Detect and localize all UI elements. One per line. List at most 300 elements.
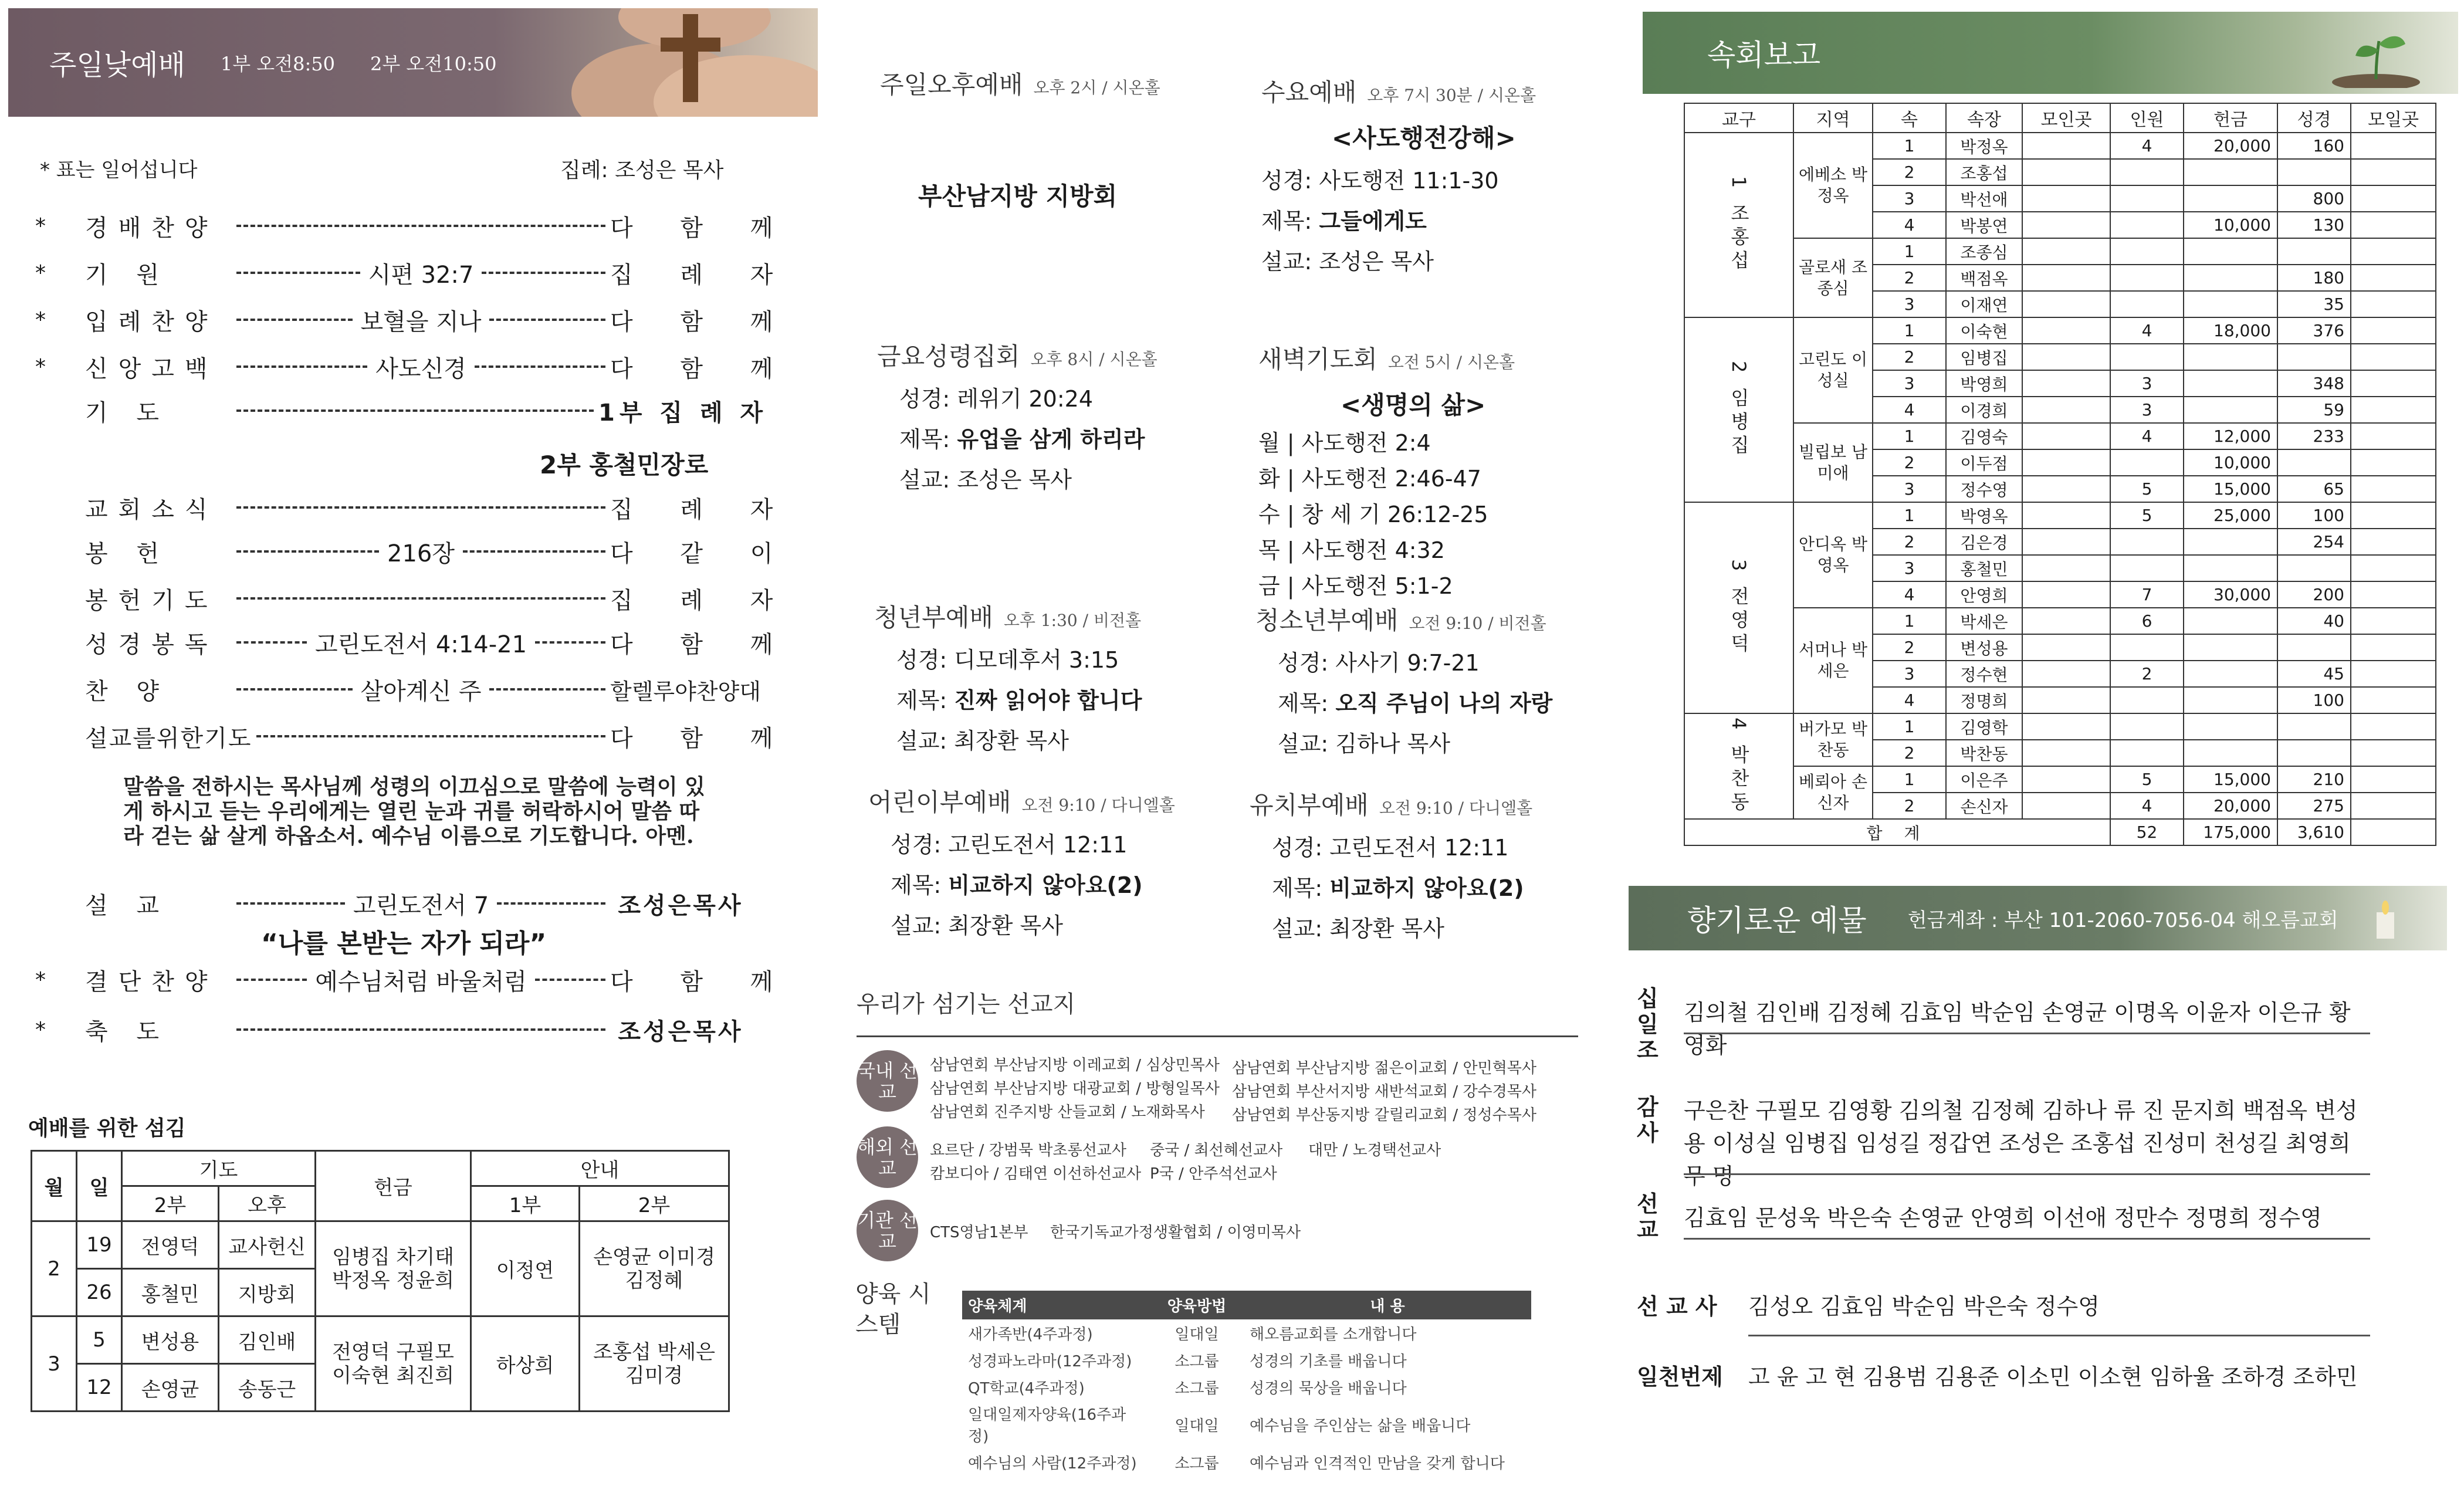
cell-value: 박영희 bbox=[1946, 370, 2022, 397]
service-item-name: 결단찬양 bbox=[85, 968, 218, 996]
cell-value bbox=[2022, 713, 2110, 740]
duty-p2: 홍철민 bbox=[122, 1269, 219, 1316]
cell-value: 348 bbox=[2277, 370, 2351, 397]
teens-sermon-title: 오직 주님이 나의 자랑 bbox=[1335, 691, 1553, 716]
cell-value: 65 bbox=[2277, 476, 2351, 502]
mission-item: 중국 / 최선혜선교사 bbox=[1150, 1142, 1283, 1159]
youth-title-label: 제목: bbox=[896, 688, 955, 713]
cell-value: 3 bbox=[1873, 661, 1946, 687]
kinder-scripture: 성경: 고린도전서 12:11 bbox=[1272, 835, 1509, 861]
service-item bbox=[35, 625, 793, 660]
cell-value bbox=[2351, 608, 2436, 634]
cell-value bbox=[2351, 265, 2436, 291]
offering-names: 고 윤 고 현 김용범 김용준 이소민 이소현 임하율 조하경 조하민 bbox=[1748, 1364, 2358, 1390]
training-cell: QT학교(4주과정) bbox=[968, 1379, 1085, 1397]
district-name: 4 박찬동 bbox=[1684, 713, 1793, 819]
cell-value: 2 bbox=[1873, 634, 1946, 661]
service-item-leader: 다 함 께 bbox=[610, 631, 793, 658]
service-item bbox=[35, 581, 793, 616]
att-head: 헌금 bbox=[2184, 103, 2277, 133]
cell-value bbox=[2110, 555, 2184, 581]
kinder-service bbox=[1250, 786, 1532, 943]
cell-value: 800 bbox=[2277, 185, 2351, 212]
cell-value: 15,000 bbox=[2184, 476, 2277, 502]
cell-value bbox=[2184, 344, 2277, 370]
cell-value: 4 bbox=[2110, 423, 2184, 449]
offering-category: 일천번제 bbox=[1637, 1364, 1723, 1390]
cell-value bbox=[2351, 766, 2436, 793]
wednesday-title: 수요예배 bbox=[1261, 78, 1357, 107]
teens-title-label: 제목: bbox=[1278, 691, 1336, 716]
service-item-line bbox=[232, 303, 610, 337]
duty-g2: 조홍섭 박세은 김미경 bbox=[580, 1316, 729, 1412]
cell-value: 25,000 bbox=[2184, 502, 2277, 529]
offering-names: 김의철 김인배 김정혜 김효임 박순임 손영균 이명옥 이윤자 이은규 황영화 bbox=[1684, 1000, 2351, 1058]
cell-value bbox=[2351, 793, 2436, 819]
cell-row bbox=[1684, 608, 2436, 634]
area-name: 베뢰아 손신자 bbox=[1793, 766, 1873, 819]
service-item-name: 경배찬양 bbox=[85, 214, 218, 242]
mission-item: 요르단 / 강범묵 박초롱선교사 bbox=[930, 1142, 1126, 1159]
att-head: 모일곳 bbox=[2351, 103, 2436, 133]
standing-marker: * bbox=[35, 967, 46, 992]
cell-value bbox=[2184, 529, 2277, 555]
att-head: 속장 bbox=[1946, 103, 2022, 133]
afternoon-title: 주일오후예배 bbox=[880, 70, 1023, 99]
cell-value bbox=[2022, 529, 2110, 555]
cell-value: 4 bbox=[1873, 397, 1946, 423]
cell-value bbox=[2110, 344, 2184, 370]
total-row bbox=[1684, 819, 2436, 845]
duty-pm: 송동근 bbox=[219, 1364, 316, 1412]
service-item-name: 기 도 bbox=[85, 399, 170, 427]
offering-divider bbox=[1684, 1033, 2370, 1034]
offering-divider bbox=[1748, 1335, 2370, 1336]
cell-value bbox=[2022, 212, 2110, 238]
cell-value bbox=[2184, 238, 2277, 265]
service-item-line bbox=[232, 626, 610, 659]
candle-icon bbox=[2341, 895, 2429, 942]
area-name: 서머나 박세은 bbox=[1793, 608, 1873, 713]
cell-value bbox=[2022, 766, 2110, 793]
cell-value: 정명희 bbox=[1946, 687, 2022, 713]
cell-value bbox=[2022, 397, 2110, 423]
kinder-sermon-title: 비교하지 않아요(2) bbox=[1329, 875, 1524, 901]
dash-leader bbox=[475, 365, 605, 368]
att-head: 속 bbox=[1873, 103, 1946, 133]
cell-value bbox=[2022, 793, 2110, 819]
sunday-title: 주일낮예배 bbox=[49, 49, 185, 82]
training-cell: 예수님과 인격적인 만남을 갖게 합니다 bbox=[1250, 1454, 1505, 1473]
cell-value: 2 bbox=[1873, 449, 1946, 476]
youth-time: 오후 1:30 / 비전홀 bbox=[1003, 611, 1142, 630]
teens-service bbox=[1255, 601, 1552, 758]
cell-value bbox=[2184, 713, 2277, 740]
training-cell: 일대일 bbox=[1175, 1325, 1219, 1343]
youth-sermon-title: 진짜 읽어야 합니다 bbox=[954, 688, 1142, 713]
cell-value bbox=[2110, 238, 2184, 265]
cell-value: 45 bbox=[2277, 661, 2351, 687]
duty-g1: 이정연 bbox=[471, 1221, 580, 1316]
cell-value bbox=[2277, 555, 2351, 581]
cell-value bbox=[2022, 502, 2110, 529]
cell-value: 4 bbox=[2110, 317, 2184, 344]
teens-time: 오전 9:10 / 비전홀 bbox=[1409, 614, 1546, 633]
sunday-time2: 2부 오전10:50 bbox=[370, 52, 497, 75]
cell-value bbox=[2351, 529, 2436, 555]
service-item-name: 축 도 bbox=[85, 1018, 170, 1045]
service-item-leader: 조성은목사 bbox=[618, 892, 743, 919]
duty-head-p2: 2부 bbox=[122, 1186, 219, 1221]
area-name: 고린도 이성실 bbox=[1793, 317, 1873, 423]
kinder-preacher: 설교: 최장환 목사 bbox=[1272, 916, 1444, 942]
dawn-time: 오전 5시 / 시온홀 bbox=[1387, 353, 1515, 372]
youth-title: 청년부예배 bbox=[874, 603, 993, 632]
cell-value bbox=[2351, 133, 2436, 159]
cell-value bbox=[2184, 608, 2277, 634]
area-name: 버가모 박찬동 bbox=[1793, 713, 1873, 766]
service-item-name: 신앙고백 bbox=[85, 355, 218, 383]
area-name: 빌립보 남미애 bbox=[1793, 423, 1873, 502]
cell-value bbox=[2351, 502, 2436, 529]
duty-day: 26 bbox=[77, 1269, 122, 1316]
dash-leader bbox=[535, 641, 605, 644]
offering-category: 선교 bbox=[1637, 1191, 1659, 1243]
children-service bbox=[868, 783, 1175, 940]
children-title: 어린이부예배 bbox=[868, 788, 1011, 817]
service-item bbox=[35, 534, 793, 569]
wednesday-title-label: 제목: bbox=[1261, 208, 1319, 234]
service-item bbox=[35, 208, 793, 243]
dash-leader bbox=[236, 550, 379, 553]
dash-leader bbox=[489, 688, 605, 691]
service-item-detail: 시편 32:7 bbox=[368, 261, 474, 289]
cell-value bbox=[2022, 608, 2110, 634]
cell-row bbox=[1684, 317, 2436, 344]
cell-row bbox=[1684, 766, 2436, 793]
cell-value: 200 bbox=[2277, 581, 2351, 608]
duty-head-g1: 1부 bbox=[471, 1186, 580, 1221]
cell-row bbox=[1684, 133, 2436, 159]
cell-value bbox=[2184, 185, 2277, 212]
cell-value: 3 bbox=[1873, 291, 1946, 317]
cell-value: 4 bbox=[2110, 793, 2184, 819]
cell-value bbox=[2110, 212, 2184, 238]
teens-preacher: 설교: 김하나 목사 bbox=[1278, 731, 1450, 757]
offering-row bbox=[1637, 1094, 2388, 1200]
dawn-series: <생명의 삶> bbox=[1341, 391, 1486, 419]
service-item bbox=[35, 672, 761, 707]
duty-day: 19 bbox=[77, 1221, 122, 1269]
dash-leader bbox=[236, 409, 594, 412]
cell-value: 20,000 bbox=[2184, 133, 2277, 159]
service-item-detail: 사도신경 bbox=[375, 355, 466, 383]
duty-day: 5 bbox=[77, 1316, 122, 1364]
kinder-title-label: 제목: bbox=[1272, 875, 1330, 901]
area-name: 골로새 조종심 bbox=[1793, 238, 1873, 317]
kinder-time: 오전 9:10 / 다니엘홀 bbox=[1379, 798, 1533, 818]
cell-value: 박찬동 bbox=[1946, 740, 2022, 766]
cell-value: 박정옥 bbox=[1946, 133, 2022, 159]
service-item-leader: 다 함 께 bbox=[610, 214, 793, 242]
cell-value bbox=[2351, 317, 2436, 344]
cell-value: 변성용 bbox=[1946, 634, 2022, 661]
service-item-leader: 다 함 께 bbox=[610, 968, 793, 996]
offering-row bbox=[1637, 1364, 2388, 1429]
duty-head-guide: 안내 bbox=[471, 1151, 729, 1186]
service-item-name: 봉헌기도 bbox=[85, 587, 218, 614]
cell-value: 2 bbox=[1873, 529, 1946, 555]
mission-item: 대만 / 노경택선교사 bbox=[1308, 1142, 1441, 1159]
duty-head-pm: 오후 bbox=[219, 1186, 316, 1221]
duty-head-prayer: 기도 bbox=[122, 1151, 316, 1186]
domestic-mission-badge: 국내 선교 bbox=[857, 1050, 918, 1112]
service-item bbox=[35, 349, 793, 384]
cell-value bbox=[2277, 344, 2351, 370]
dash-leader bbox=[236, 688, 353, 691]
cell-value: 이두점 bbox=[1946, 449, 2022, 476]
service-item-detail: 보혈을 지나 bbox=[360, 308, 482, 336]
mission-item: CTS영남1본부 bbox=[930, 1224, 1028, 1241]
cell-value: 정수영 bbox=[1946, 476, 2022, 502]
mission-item: 한국기독교가정생활협회 / 이영미목사 bbox=[1050, 1224, 1301, 1241]
wednesday-preacher: 설교: 조성은 목사 bbox=[1261, 249, 1434, 275]
children-title-label: 제목: bbox=[891, 872, 949, 898]
mission-item: 삼남연회 부산동지방 갈릴리교회 / 정성수목사 bbox=[1232, 1106, 1537, 1124]
offering-title: 향기로운 예물 bbox=[1687, 903, 1867, 937]
service-item-name: 찬 양 bbox=[85, 678, 170, 705]
total-value: 52 bbox=[2110, 819, 2184, 845]
total-value: 3,610 bbox=[2277, 819, 2351, 845]
cell-value: 15,000 bbox=[2184, 766, 2277, 793]
cell-value bbox=[2110, 185, 2184, 212]
cell-value bbox=[2351, 634, 2436, 661]
duty-pm: 김인배 bbox=[219, 1316, 316, 1364]
wednesday-series: <사도행전강해> bbox=[1332, 124, 1516, 153]
cell-value bbox=[2110, 449, 2184, 476]
cross-icon bbox=[683, 14, 698, 102]
att-head: 모인곳 bbox=[2022, 103, 2110, 133]
service-item-detail: 216장 bbox=[387, 540, 455, 567]
cell-value bbox=[2351, 185, 2436, 212]
cell-value: 3 bbox=[1873, 555, 1946, 581]
service-item bbox=[35, 886, 751, 921]
training-table bbox=[962, 1291, 1531, 1475]
cell-value bbox=[2110, 740, 2184, 766]
cell-value bbox=[2022, 370, 2110, 397]
cell-value: 2 bbox=[1873, 793, 1946, 819]
cell-value bbox=[2022, 476, 2110, 502]
service-item-detail: 예수님처럼 바울처럼 bbox=[315, 968, 527, 996]
training-cell: 새가족반(4주과정) bbox=[968, 1325, 1093, 1343]
cell-value: 이경희 bbox=[1946, 397, 2022, 423]
wednesday-service bbox=[1261, 73, 1536, 276]
cell-value bbox=[2351, 449, 2436, 476]
friday-title-label: 제목: bbox=[899, 427, 957, 452]
dash-leader bbox=[256, 735, 605, 737]
offering-category: 십일조 bbox=[1637, 986, 1659, 1063]
cell-value: 3 bbox=[1873, 185, 1946, 212]
dash-leader bbox=[236, 641, 307, 644]
service-item-leader: 집 례 자 bbox=[610, 261, 793, 289]
cell-value: 4 bbox=[1873, 581, 1946, 608]
cell-value bbox=[2110, 529, 2184, 555]
mission-divider bbox=[857, 1035, 1578, 1037]
service-item-detail: 고린도전서 7 bbox=[353, 892, 489, 919]
service-item-line bbox=[232, 887, 610, 920]
cell-value bbox=[2277, 238, 2351, 265]
training-cell: 일대일제자양육(16주과정) bbox=[968, 1406, 1126, 1446]
cell-value: 4 bbox=[1873, 212, 1946, 238]
left-panel bbox=[0, 0, 833, 1496]
offering-row bbox=[1637, 1294, 2388, 1358]
service-item-leader: 조성은목사 bbox=[618, 1018, 743, 1045]
service-item-leader: 다 같 이 bbox=[610, 540, 793, 567]
area-name: 안디옥 박영옥 bbox=[1793, 502, 1873, 608]
standing-note: * 표는 일어섭니다 bbox=[40, 158, 198, 182]
friday-scripture: 성경: 레위기 20:24 bbox=[899, 386, 1094, 412]
cell-value: 이재연 bbox=[1946, 291, 2022, 317]
service-item-detail: 살아계신 주 bbox=[360, 678, 482, 705]
duty-head-month: 월 bbox=[32, 1151, 77, 1221]
offering-names: 구은찬 구필모 김영황 김의철 김정혜 김하나 류 진 문지희 백점옥 변성용 이성실 임병집 임성길 정갑연 조성은 조홍섭 진성미 천성길 최영희 무 명 bbox=[1684, 1098, 2358, 1189]
cell-value: 275 bbox=[2277, 793, 2351, 819]
cell-value bbox=[2184, 159, 2277, 185]
afternoon-time: 오후 2시 / 시온홀 bbox=[1033, 78, 1160, 97]
cell-value: 3 bbox=[2110, 370, 2184, 397]
cell-value: 7 bbox=[2110, 581, 2184, 608]
training-cell: 소그룹 bbox=[1175, 1454, 1219, 1473]
dash-leader bbox=[497, 902, 605, 905]
offering-category: 선 교 사 bbox=[1637, 1294, 1717, 1319]
cell-value bbox=[2022, 423, 2110, 449]
cell-value: 김은경 bbox=[1946, 529, 2022, 555]
cell-value bbox=[2351, 687, 2436, 713]
friday-preacher: 설교: 조성은 목사 bbox=[899, 467, 1072, 493]
cell-value: 3 bbox=[1873, 476, 1946, 502]
service-item-line bbox=[232, 350, 610, 384]
service-item-line bbox=[232, 1028, 610, 1031]
service-item-line bbox=[232, 506, 610, 509]
cell-report-header bbox=[1643, 12, 2458, 94]
duty-g1: 하상희 bbox=[471, 1316, 580, 1412]
training-cell: 소그룹 bbox=[1175, 1379, 1219, 1397]
duty-head-day: 일 bbox=[77, 1151, 122, 1221]
cell-value: 18,000 bbox=[2184, 317, 2277, 344]
duty-g2: 손영균 이미경 김정혜 bbox=[580, 1221, 729, 1316]
district-name: 3 전영덕 bbox=[1684, 502, 1793, 713]
dash-leader bbox=[535, 979, 605, 981]
duty-head-offering: 헌금 bbox=[316, 1151, 471, 1221]
dash-leader bbox=[463, 550, 605, 553]
cell-value: 254 bbox=[2277, 529, 2351, 555]
friday-time: 오후 8시 / 시온홀 bbox=[1030, 350, 1157, 369]
friday-service bbox=[877, 337, 1157, 494]
cell-value bbox=[2110, 713, 2184, 740]
wednesday-scripture: 성경: 사도행전 11:1-30 bbox=[1261, 168, 1499, 194]
service-item-name: 설 교 bbox=[85, 892, 170, 919]
cell-value: 백점옥 bbox=[1946, 265, 2022, 291]
training-cell: 해오름교회를 소개합니다 bbox=[1250, 1325, 1417, 1343]
cell-value: 조종심 bbox=[1946, 238, 2022, 265]
dash-leader bbox=[236, 225, 605, 227]
cell-value: 5 bbox=[2110, 476, 2184, 502]
teens-scripture: 성경: 사사기 9:7-21 bbox=[1278, 650, 1480, 676]
cell-value: 10,000 bbox=[2184, 212, 2277, 238]
mission-item: 삼남연회 부산서지방 새반석교회 / 강수경목사 bbox=[1232, 1083, 1537, 1101]
cell-value bbox=[2110, 687, 2184, 713]
cell-value: 김영숙 bbox=[1946, 423, 2022, 449]
cell-value bbox=[2022, 265, 2110, 291]
mission-item: 삼남연회 부산남지방 대광교회 / 방형일목사 bbox=[930, 1080, 1220, 1098]
cell-value bbox=[2351, 740, 2436, 766]
service-item-line bbox=[232, 256, 610, 290]
cell-value: 임병집 bbox=[1946, 344, 2022, 370]
cell-value: 20,000 bbox=[2184, 793, 2277, 819]
cell-value: 180 bbox=[2277, 265, 2351, 291]
standing-marker: * bbox=[35, 260, 46, 285]
dash-leader bbox=[236, 272, 360, 274]
teens-title: 청소년부예배 bbox=[1255, 606, 1399, 635]
offering-row bbox=[1637, 986, 2388, 1063]
cell-value bbox=[2351, 581, 2436, 608]
duty-p2: 변성용 bbox=[122, 1316, 219, 1364]
cell-value: 160 bbox=[2277, 133, 2351, 159]
cell-row bbox=[1684, 238, 2436, 265]
service-item-name: 설교를위한기도 bbox=[85, 725, 252, 752]
cell-value: 2 bbox=[1873, 159, 1946, 185]
duty-offer: 전영덕 구필모 이숙현 최진희 bbox=[316, 1316, 471, 1412]
afternoon-service bbox=[880, 66, 1160, 212]
cell-value: 10,000 bbox=[2184, 449, 2277, 476]
cell-value: 1 bbox=[1873, 608, 1946, 634]
cell-value bbox=[2351, 159, 2436, 185]
cell-value bbox=[2351, 344, 2436, 370]
cell-value: 홍철민 bbox=[1946, 555, 2022, 581]
cell-value bbox=[2022, 238, 2110, 265]
cell-row bbox=[1684, 713, 2436, 740]
training-head: 양육체계 bbox=[962, 1291, 1150, 1319]
standing-marker: * bbox=[35, 354, 46, 379]
cell-value: 12,000 bbox=[2184, 423, 2277, 449]
kinder-title: 유치부예배 bbox=[1250, 791, 1369, 820]
children-preacher: 설교: 최장환 목사 bbox=[891, 913, 1063, 939]
cell-report-table bbox=[1684, 103, 2436, 846]
cell-value: 59 bbox=[2277, 397, 2351, 423]
sprout-icon bbox=[2329, 23, 2423, 88]
duty-head-g2: 2부 bbox=[580, 1186, 729, 1221]
cell-value: 3 bbox=[2110, 397, 2184, 423]
cell-value: 4 bbox=[1873, 687, 1946, 713]
dawn-day-row: 금 | 사도행전 5:1-2 bbox=[1258, 573, 1453, 599]
standing-marker: * bbox=[35, 307, 46, 332]
cell-value: 박선애 bbox=[1946, 185, 2022, 212]
service-item-leader: 집 례 자 bbox=[610, 587, 793, 614]
friday-sermon-title: 유업을 삼게 하리라 bbox=[957, 427, 1145, 452]
sermon-prayer-text: 말씀을 전하시는 목사님께 성령의 이끄심으로 말씀에 능력이 있게 하시고 듣는 우리에게는 열린 눈과 귀를 허락하시어 말씀 따라 걷는 삶 살게 하옵소서. 예수님 이름으로 기도합니다. 아멘. bbox=[123, 774, 705, 848]
cell-value: 5 bbox=[2110, 502, 2184, 529]
cell-value: 1 bbox=[1873, 502, 1946, 529]
service-item-leader: 다 함 께 bbox=[610, 725, 793, 752]
cell-value bbox=[2022, 687, 2110, 713]
standing-marker: * bbox=[35, 1017, 46, 1042]
duty-offer: 임병집 차기태 박정옥 정윤희 bbox=[316, 1221, 471, 1316]
total-label: 합 계 bbox=[1684, 819, 2110, 845]
dash-leader bbox=[236, 365, 367, 368]
cell-value bbox=[2184, 740, 2277, 766]
dawn-day-row: 목 | 사도행전 4:32 bbox=[1258, 537, 1445, 563]
district-name: 2 임병집 bbox=[1684, 317, 1793, 502]
